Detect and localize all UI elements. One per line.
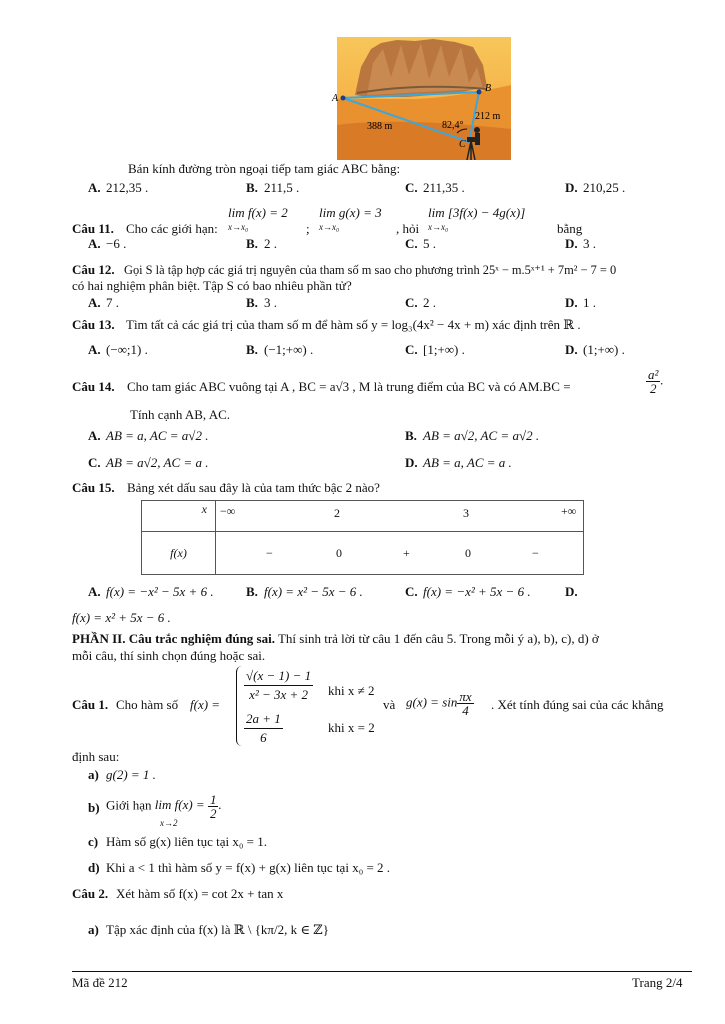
p2q2-item-a[interactable]: Tập xác định của f(x) là ℝ \ {kπ/2, k ∈ ℤ} — [106, 922, 329, 937]
q11-limit-f-sub: x→x₀ — [228, 222, 249, 232]
p2q1-label: Câu 1. — [72, 697, 109, 712]
q13-option-a[interactable]: (−∞;1) . — [106, 342, 148, 357]
q11-option-c[interactable]: 5 . — [423, 236, 436, 251]
q11-option-a[interactable]: −6 . — [106, 236, 127, 251]
q12-stem: Gọi S là tập hợp các giá trị nguyên của tham số m sao cho phương trình 25ˣ − m.5ˣ⁺¹ + 7m² − 7 = 0 — [124, 263, 617, 277]
label-b: B — [485, 83, 492, 94]
q11-letter-c: C. — [405, 236, 418, 251]
q11-letter-a: A. — [88, 236, 101, 251]
q14-line2: Tính cạnh AB, AC. — [130, 407, 231, 422]
sign-zero-1: 0 — [336, 546, 342, 560]
q14-letter-d: D. — [405, 455, 418, 470]
p2q1-stem: Cho hàm số — [116, 697, 179, 712]
q11-limit-g-sub: x→x₀ — [319, 222, 340, 232]
q14-option-b[interactable]: AB = a√2, AC = a√2 . — [423, 428, 540, 443]
q13-letter-c: C. — [405, 342, 418, 357]
sign-seg-1: − — [266, 546, 273, 560]
q11-option-d[interactable]: 3 . — [583, 236, 596, 251]
p2q1-item-b-math: lim f(x) = $\frac{1}{2}$ . — [154, 792, 222, 821]
p2q2-label: Câu 2. — [72, 886, 109, 901]
sign-zero-2: 0 — [465, 546, 471, 560]
part2-heading — [72, 631, 599, 647]
q14-fraction: $\frac{\text{a²}}{2}$ . — [648, 367, 664, 396]
q15-letter-c: C. — [405, 584, 418, 599]
sign-table — [141, 500, 584, 575]
dist-ac: 388 m — [367, 121, 393, 132]
angle-c: 82,4° — [442, 120, 464, 131]
q12-line2: có hai nghiệm phân biệt. Tập S có bao nhiêu phần tử? — [72, 278, 352, 293]
piecewise-cond1: khi x ≠ 2 — [328, 683, 375, 698]
q13-option-d[interactable]: (1;+∞) . — [583, 342, 625, 357]
p2q1-fx: f(x) = — [190, 697, 221, 712]
q10-letter-a: A. — [88, 180, 101, 195]
q11-option-b[interactable]: 2 . — [264, 236, 277, 251]
p2q2-item-a-key: a) — [88, 922, 99, 937]
q12-option-d[interactable]: 1 . — [583, 295, 596, 310]
q11-hoi: , hỏi — [396, 221, 420, 236]
part2-instr2: mỗi câu, thí sinh chọn đúng hoặc sai. — [72, 648, 266, 663]
p2q1-item-a[interactable]: g(2) = 1 . — [106, 767, 156, 782]
q15-option-b[interactable]: f(x) = x² − 5x − 6 . — [264, 584, 363, 599]
q10-stem: Bán kính đường tròn ngoại tiếp tam giác ABC bằng: — [128, 161, 401, 176]
q15-label: Câu 15. — [72, 480, 115, 495]
q12-letter-a: A. — [88, 295, 101, 310]
p2q1-item-b-sub: x→2 — [160, 818, 178, 828]
label-a: A — [332, 93, 339, 104]
q15-option-d[interactable]: f(x) = x² + 5x − 6 . — [72, 610, 171, 625]
p2q1-line2: định sau: — [72, 749, 120, 764]
q13-label: Câu 13. — [72, 317, 115, 332]
q11-bang: bằng — [557, 221, 583, 236]
q15-option-c[interactable]: f(x) = −x² + 5x − 6 . — [423, 584, 531, 599]
q12-letter-c: C. — [405, 295, 418, 310]
q13-letter-b: B. — [246, 342, 258, 357]
p2q1-item-d[interactable]: Khi a < 1 thì hàm số y = f(x) + g(x) liên tục tại x₀ = 2 . — [106, 860, 391, 875]
q12-option-c[interactable]: 2 . — [423, 295, 436, 310]
p2q1-item-c-key: c) — [88, 834, 99, 849]
q11-limit-expr-sub: x→x₀ — [428, 222, 449, 232]
q12-option-a[interactable]: 7 . — [106, 295, 119, 310]
piecewise-case2: $\frac{2a + 1}{6}$ — [246, 711, 281, 745]
sign-table-x-header: x — [142, 501, 216, 532]
q14-letter-c: C. — [88, 455, 101, 470]
piecewise-cond2: khi x = 2 — [328, 720, 375, 735]
q12-option-b[interactable]: 3 . — [264, 295, 277, 310]
q11-limit-f: lim f(x) = 2 — [228, 205, 288, 220]
q10-option-d[interactable]: 210,25 . — [583, 180, 626, 195]
part2-title: PHẦN II. Câu trắc nghiệm đúng sai. — [72, 631, 275, 646]
q10-letter-c: C. — [405, 180, 418, 195]
q14-stem: Cho tam giác ABC vuông tại A , BC = a√3 , M là trung điểm của BC và có AM.BC = — [127, 379, 571, 394]
q11-limit-g: lim g(x) = 3 — [319, 205, 382, 220]
p2q2-stem: Xét hàm số f(x) = cot 2x + tan x — [116, 886, 284, 901]
q10-option-b[interactable]: 211,5 . — [264, 180, 300, 195]
footer-page-number: Trang 2/4 — [632, 975, 683, 990]
q12-letter-d: D. — [565, 295, 578, 310]
sign-pos-inf: +∞ — [561, 504, 577, 518]
q14-option-c[interactable]: AB = a√2, AC = a . — [106, 455, 209, 470]
q10-option-c[interactable]: 211,35 . — [423, 180, 465, 195]
q10-letter-d: D. — [565, 180, 578, 195]
p2q1-item-c[interactable]: Hàm số g(x) liên tục tại x₀ = 1. — [106, 834, 267, 849]
q10-option-a[interactable]: 212,35 . — [106, 180, 149, 195]
p2q1-item-b-text: Giới hạn — [106, 797, 152, 813]
q13-option-c[interactable]: [1;+∞) . — [423, 342, 465, 357]
p2q1-item-d-key: d) — [88, 860, 100, 875]
p2q1-gx: g(x) = sin $\frac{\pi x}{4}$ — [406, 689, 472, 718]
p2q1-item-a-key: a) — [88, 767, 99, 782]
p2q1-tail: . Xét tính đúng sai của các khẳng — [491, 697, 664, 712]
q14-letter-a: A. — [88, 428, 101, 443]
desert-triangle-figure — [332, 37, 511, 160]
q10-letter-b: B. — [246, 180, 258, 195]
piecewise-brace — [236, 666, 243, 746]
sign-root-2: 2 — [334, 506, 340, 520]
q13-letter-a: A. — [88, 342, 101, 357]
sign-table-fx-header: f(x) — [142, 532, 216, 575]
q15-stem: Bảng xét dấu sau đây là của tam thức bậc 2 nào? — [127, 480, 380, 495]
part2-instr1: Thí sinh trả lời từ câu 1 đến câu 5. Trong mỗi ý a), b), c), d) ở — [277, 631, 599, 646]
p2q1-item-b-key: b) — [88, 800, 100, 815]
q15-letter-d: D. — [565, 584, 578, 599]
footer-exam-code: Mã đề 212 — [72, 975, 128, 990]
q13-option-b[interactable]: (−1;+∞) . — [264, 342, 314, 357]
q13-stem: Tìm tất cả các giá trị của tham số m để hàm số y = log₃(4x² − 4x + m) xác định trên ℝ . — [126, 317, 581, 332]
q11-limit-expr: lim [3f(x) − 4g(x)] — [428, 205, 526, 220]
q15-letter-b: B. — [246, 584, 258, 599]
dist-bc: 212 m — [475, 111, 501, 122]
q11-letter-b: B. — [246, 236, 258, 251]
sign-seg-3: − — [532, 546, 539, 560]
q14-option-d[interactable]: AB = a, AC = a . — [423, 455, 512, 470]
sign-neg-inf: −∞ — [220, 504, 236, 518]
q11-label: Câu 11. — [72, 221, 114, 236]
sign-root-3: 3 — [463, 506, 469, 520]
q15-option-a[interactable]: f(x) = −x² − 5x + 6 . — [106, 584, 214, 599]
label-c: C — [459, 139, 466, 150]
q12-letter-b: B. — [246, 295, 258, 310]
q14-option-a[interactable]: AB = a, AC = a√2 . — [106, 428, 209, 443]
q14-label: Câu 14. — [72, 379, 115, 394]
piecewise-case1: $\frac{√(x - 1) - 1}{\text{x² − 3x + 2}}$ — [246, 668, 312, 702]
q13-letter-d: D. — [565, 342, 578, 357]
q11-stem: Cho các giới hạn: — [126, 221, 218, 236]
q14-letter-b: B. — [405, 428, 417, 443]
footer-divider — [72, 971, 692, 972]
p2q1-and: và — [383, 697, 396, 712]
q15-letter-a: A. — [88, 584, 101, 599]
q11-letter-d: D. — [565, 236, 578, 251]
q12-label: Câu 12. — [72, 262, 115, 277]
sign-seg-2: + — [403, 546, 410, 560]
